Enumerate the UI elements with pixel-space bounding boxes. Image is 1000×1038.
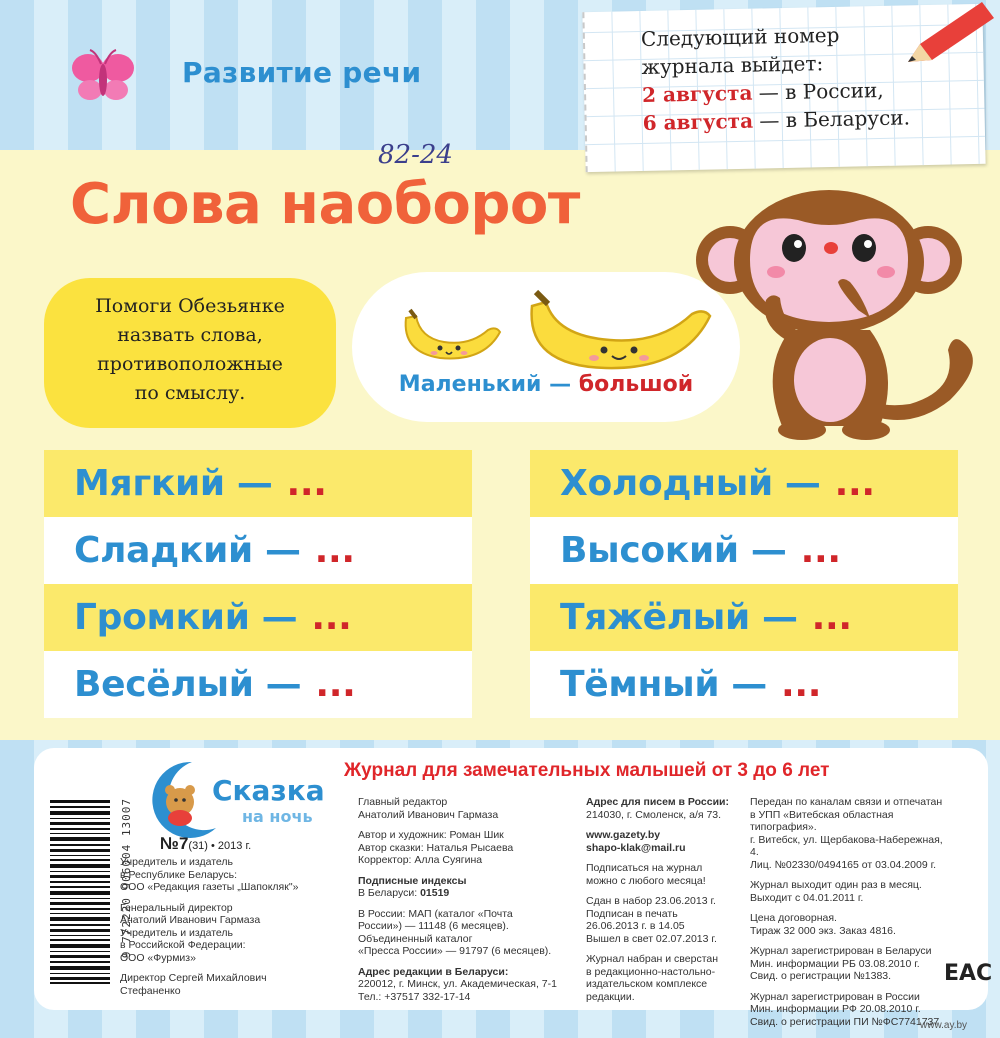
eac-mark-icon <box>944 958 993 986</box>
word-dash: — <box>261 597 298 638</box>
answer-dots: ... <box>311 597 352 638</box>
printing-column <box>750 796 950 1028</box>
imprint-line: типография». <box>750 821 817 833</box>
imprint-line: в УПП «Витебская областная <box>750 808 894 821</box>
example-box <box>352 272 740 422</box>
answer-dots: ... <box>800 530 841 571</box>
skazka-na-noch-logo <box>146 756 336 838</box>
word: Громкий <box>74 597 250 638</box>
next-issue-text <box>641 19 911 137</box>
word-row <box>530 517 958 584</box>
imprint-line: Сдан в набор 23.06.2013 г. <box>586 895 716 907</box>
eac-mark: ЕАС <box>944 961 993 986</box>
pencil-icon <box>900 0 995 70</box>
imprint-line: Автор сказки: Наталья Рысаева <box>358 841 514 854</box>
imprint-line: Журнал набран и сверстан <box>586 953 719 965</box>
editorial-column <box>358 796 586 1003</box>
word: Сладкий <box>74 530 253 571</box>
word: Холодный <box>560 463 773 504</box>
imprint-line: Выходит с 04.01.2011 г. <box>750 891 864 904</box>
instruction-line-4: по смыслу. <box>134 382 246 404</box>
imprint-line: Анатолий Иванович Гармаза <box>358 808 499 821</box>
imprint-line: Цена договорная. <box>750 912 837 924</box>
imprint-line: Тираж 32 000 экз. Заказ 4816. <box>750 924 896 937</box>
imprint-line: ООО «Фурмиз» <box>120 951 196 964</box>
imprint-line: России») — 11148 (6 месяцев). <box>358 920 509 932</box>
subscription-index: 01519 <box>420 887 450 899</box>
note-date-russia: 2 августа <box>641 80 753 107</box>
imprint-line: Журнал зарегистрирован в России <box>750 990 920 1003</box>
note-line-1: Следующий номер <box>640 22 840 51</box>
imprint-line: 26.06.2013 г. в 14.05 <box>586 920 685 932</box>
imprint-line: Стефаненко <box>120 984 181 997</box>
word-row <box>44 651 472 718</box>
answer-dots: ... <box>286 463 327 504</box>
answer-dots: ... <box>780 664 822 705</box>
imprint-line: Генеральный директор <box>120 901 233 914</box>
word-dash: — <box>761 597 798 638</box>
issue-year: • 2013 г. <box>207 840 252 852</box>
imprint-line: Корректор: Алла Суягина <box>358 854 483 866</box>
barcode-number: 9 772220 906004 13007 <box>120 798 133 959</box>
imprint-line: можно с любого месяца! <box>586 874 706 887</box>
answer-dots: ... <box>314 530 355 571</box>
handwritten-note: 82-24 <box>378 140 453 170</box>
imprint-line: Автор и художник: Роман Шик <box>358 829 504 841</box>
note-place-russia: — в России, <box>752 77 884 105</box>
imprint-line: Передан по каналам связи и отпечатан <box>750 796 943 808</box>
imprint-line: Свид. о регистрации ПИ №ФС7741737 <box>750 1015 940 1028</box>
imprint-line: Главный редактор <box>358 796 448 808</box>
issue-total: (31) <box>188 840 208 852</box>
logo-title: Сказка <box>212 774 325 807</box>
instruction-bubble <box>44 278 336 428</box>
word-row <box>530 651 958 718</box>
barcode-icon <box>50 800 110 984</box>
instruction-line-3: противоположные <box>97 353 283 375</box>
publisher-column <box>120 856 360 997</box>
example-word: Маленький <box>398 372 542 397</box>
imprint-line: Мин. информации РФ 20.08.2010 г. <box>750 1003 921 1015</box>
note-date-belarus: 6 августа <box>642 108 754 135</box>
word: Тяжёлый <box>560 597 750 638</box>
word-dash: — <box>264 530 301 571</box>
word: Высокий <box>560 530 739 571</box>
imprint-line: Тел.: +37517 332-17-14 <box>358 990 471 1003</box>
word-dash: — <box>784 463 821 504</box>
word-dash: — <box>731 664 767 705</box>
imprint-heading: Подписные индексы <box>358 874 467 887</box>
imprint-heading: Адрес для писем в России: <box>586 796 729 808</box>
note-place-belarus: — в Беларуси. <box>752 105 911 133</box>
main-title: Слова наоборот <box>70 172 580 237</box>
imprint-heading: Адрес редакции в Беларуси: <box>358 965 509 978</box>
butterfly-icon <box>70 48 136 108</box>
instruction-text <box>44 292 336 408</box>
words-right-column <box>530 450 958 718</box>
imprint-text: В Беларуси: <box>358 887 421 899</box>
imprint-line: ООО «Редакция газеты „Шапокляк"» <box>120 881 299 893</box>
word-row <box>44 584 472 651</box>
issue-number <box>160 834 251 854</box>
imprint-line: редакции. <box>586 990 635 1003</box>
imprint-line: в Российской Федерации: <box>120 939 246 951</box>
email-link[interactable]: shapo-klak@mail.ru <box>586 841 686 854</box>
imprint-line: Директор Сергей Михайлович <box>120 972 267 984</box>
small-banana-icon <box>400 306 504 364</box>
imprint-line: Мин. информации РБ 03.08.2010 г. <box>750 957 920 970</box>
logo-subtitle: на ночь <box>242 807 313 826</box>
word-row <box>44 517 472 584</box>
watermark: www.ay.by <box>920 1020 968 1031</box>
contacts-column <box>586 796 746 1003</box>
answer-dots: ... <box>315 664 356 705</box>
example-answer: большой <box>578 372 694 397</box>
monkey-illustration <box>690 190 1000 445</box>
imprint-line: «Пресса России» — 91797 (6 месяцев). <box>358 945 552 957</box>
answer-dots: ... <box>811 597 852 638</box>
word-dash: — <box>236 463 273 504</box>
words-left-column <box>44 450 472 718</box>
imprint-line: В России: МАП (каталог «Почта <box>358 907 513 920</box>
imprint-line: Подписаться на журнал <box>586 862 703 874</box>
word: Тёмный <box>560 664 720 705</box>
answer-dots: ... <box>834 463 875 504</box>
imprint-line: издательском комплексе <box>586 978 708 990</box>
website-link[interactable]: www.gazety.by <box>586 829 661 841</box>
example-caption <box>352 372 740 397</box>
word-row <box>530 584 958 651</box>
imprint-line: 214030, г. Смоленск, а/я 73. <box>586 808 722 821</box>
imprint-line: Учредитель и издатель <box>120 856 234 868</box>
instruction-line-1: Помоги Обезьянке <box>95 295 285 317</box>
word-row <box>44 450 472 517</box>
imprint-line: Подписан в печать <box>586 907 678 920</box>
imprint-line: Объединенный каталог <box>358 932 473 945</box>
issue-no: №7 <box>160 834 189 853</box>
word: Мягкий <box>74 463 225 504</box>
magazine-slogan: Журнал для замечательных малышей от 3 до 6 лет <box>344 760 830 781</box>
word-dash: — <box>750 530 787 571</box>
imprint-line: Журнал зарегистрирован в Беларуси <box>750 945 932 957</box>
big-banana-icon <box>524 284 714 374</box>
word-row <box>530 450 958 517</box>
imprint-line: Свид. о регистрации №1383. <box>750 970 892 982</box>
imprint-line: Анатолий Иванович Гармаза <box>120 914 261 926</box>
word-dash: — <box>265 664 302 705</box>
imprint-line <box>358 887 586 900</box>
note-line-4 <box>642 103 910 137</box>
imprint-line: Журнал выходит один раз в месяц. <box>750 879 922 891</box>
note-line-2: журнала выйдет: <box>641 51 824 79</box>
imprint-line: 220012, г. Минск, ул. Академическая, 7-1 <box>358 978 557 990</box>
imprint-line: Лиц. №02330/0494165 от 03.04.2009 г. <box>750 858 937 871</box>
section-title: Развитие речи <box>182 56 422 89</box>
imprint-line: г. Витебск, ул. Щербакова-Набережная, 4. <box>750 833 943 858</box>
imprint-line: в редакционно-настольно- <box>586 965 716 978</box>
word: Весёлый <box>74 664 254 705</box>
example-dash: — <box>541 372 579 397</box>
imprint-line: в Республике Беларусь: <box>120 868 238 881</box>
imprint-line: Вышел в свет 02.07.2013 г. <box>586 932 717 945</box>
instruction-line-2: назвать слова, <box>117 324 263 346</box>
imprint-line: Учредитель и издатель <box>120 926 234 939</box>
